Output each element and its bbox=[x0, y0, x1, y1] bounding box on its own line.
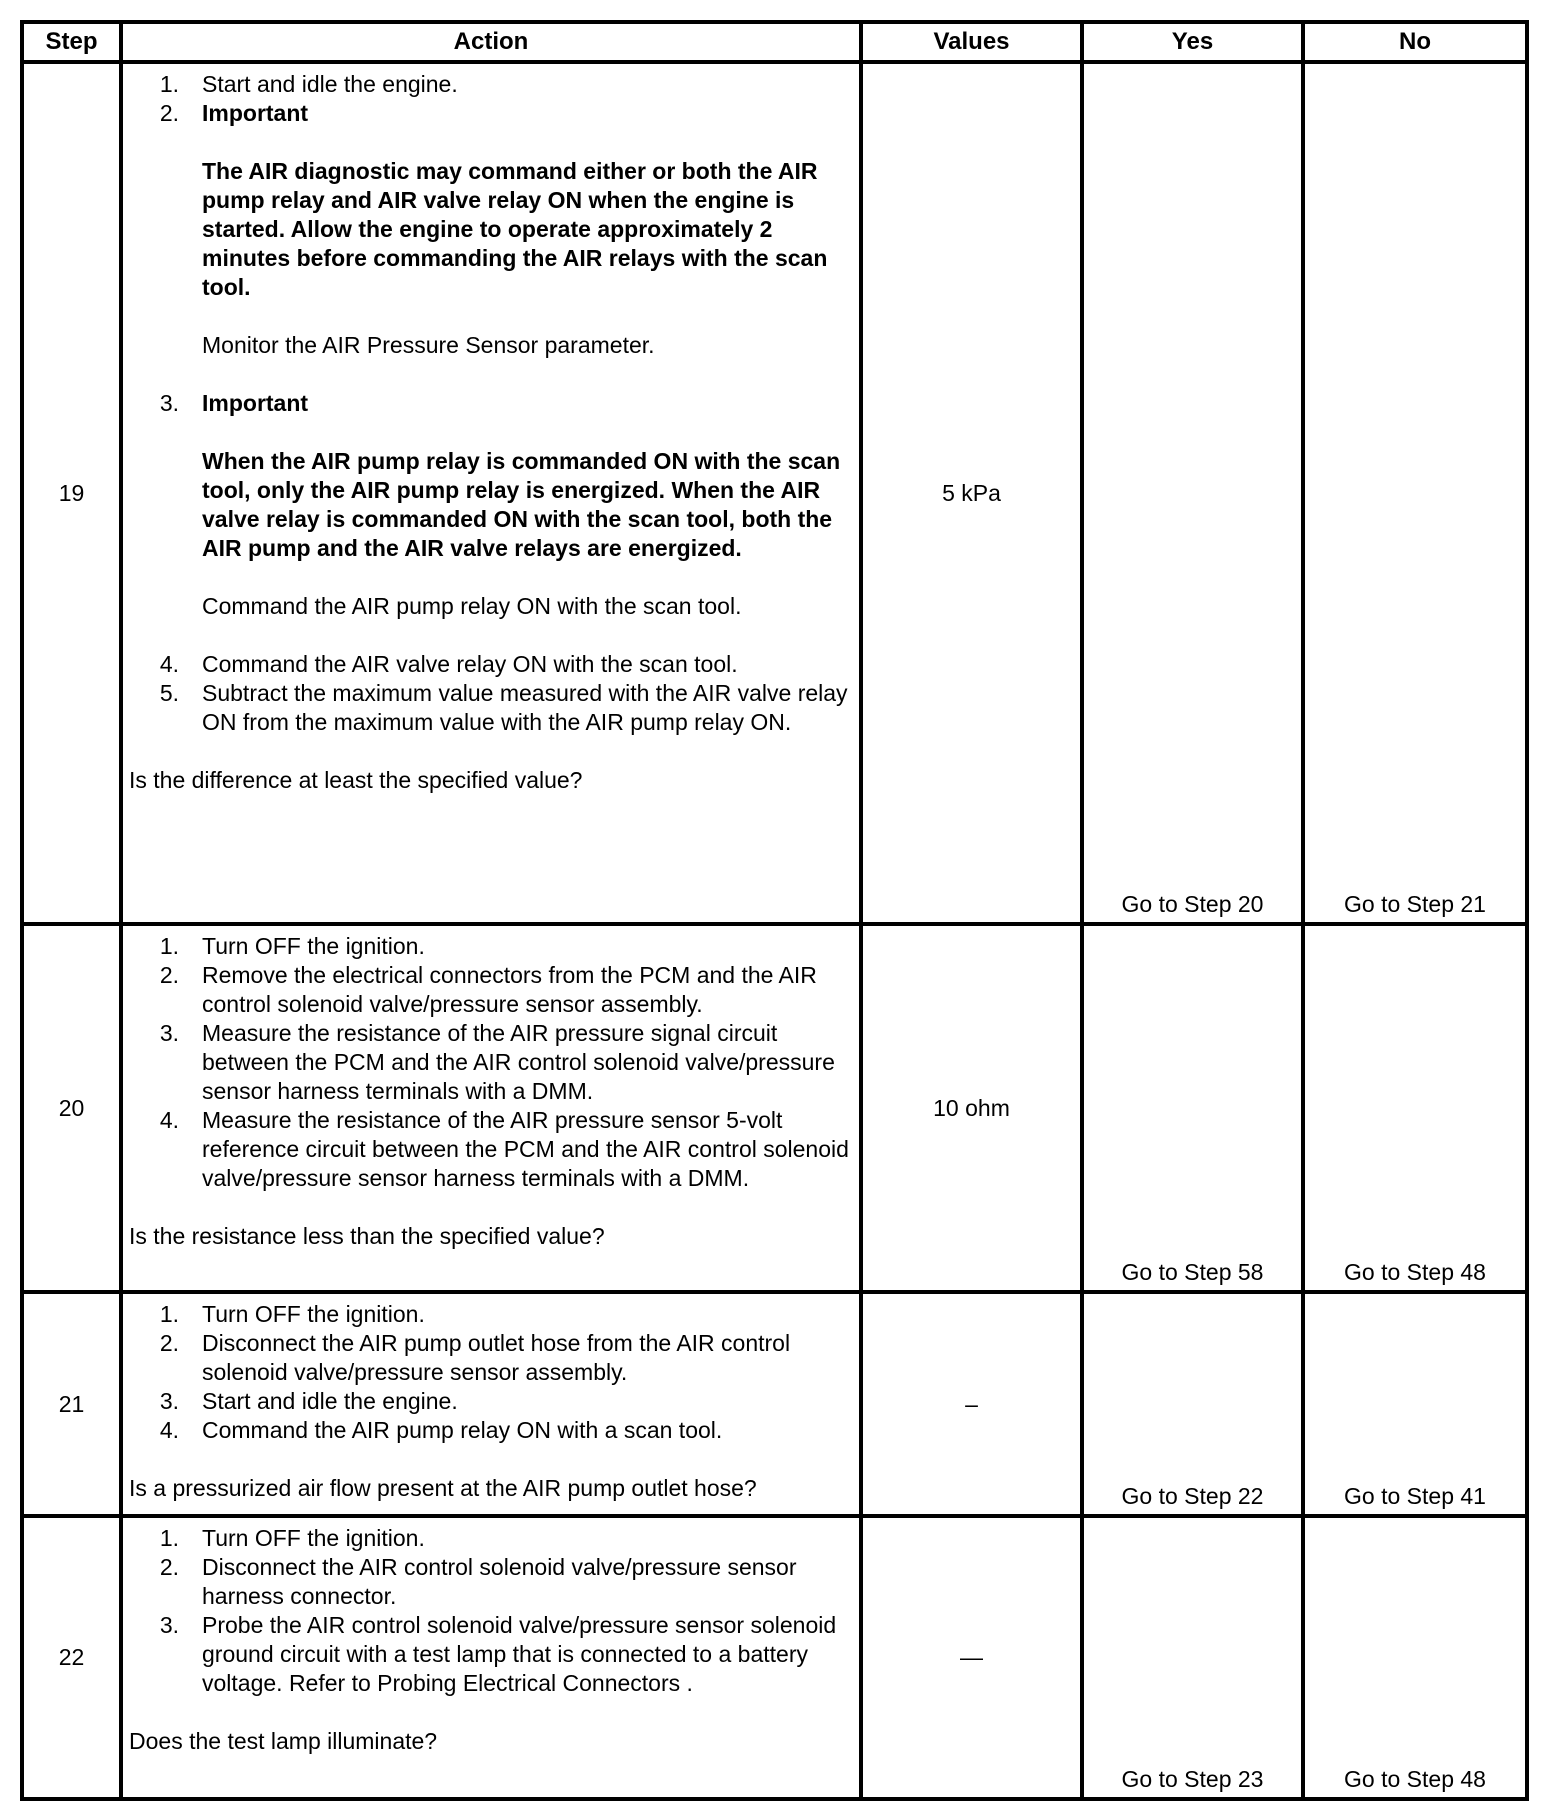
list-item bbox=[129, 70, 855, 99]
item-number: 1. bbox=[159, 71, 179, 97]
question-text: Is a pressurized air flow present at the AIR pump outlet hose? bbox=[129, 1475, 757, 1501]
list-item bbox=[129, 1611, 855, 1698]
important-heading: Important bbox=[202, 390, 309, 416]
header-action: Action bbox=[121, 22, 861, 62]
header-values: Values bbox=[861, 22, 1082, 62]
table-row bbox=[22, 1292, 1527, 1516]
value-cell: — bbox=[861, 1516, 1082, 1799]
item-text: Start and idle the engine. bbox=[202, 1388, 458, 1414]
action-cell bbox=[121, 62, 861, 924]
item-text: Turn OFF the ignition. bbox=[202, 933, 425, 959]
header-row bbox=[22, 22, 1527, 62]
item-text: Disconnect the AIR control solenoid valve/pressure sensor harness connector. bbox=[202, 1554, 797, 1609]
yes-result: Go to Step 20 bbox=[1082, 62, 1303, 924]
item-number: 2. bbox=[159, 962, 179, 988]
item-text: Command the AIR pump relay ON with a scan tool. bbox=[202, 1417, 723, 1443]
question-text: Does the test lamp illuminate? bbox=[129, 1728, 438, 1754]
no-result: Go to Step 21 bbox=[1303, 62, 1527, 924]
list-item bbox=[129, 679, 855, 737]
table-row bbox=[22, 62, 1527, 924]
important-heading: Important bbox=[202, 100, 309, 126]
header-yes: Yes bbox=[1082, 22, 1303, 62]
item-number: 4. bbox=[159, 651, 179, 677]
item-text: Remove the electrical connectors from the PCM and the AIR control solenoid valve/pressure sensor assembly. bbox=[202, 962, 817, 1017]
yes-result: Go to Step 22 bbox=[1082, 1292, 1303, 1516]
header-step: Step bbox=[22, 22, 121, 62]
action-cell bbox=[121, 1292, 861, 1516]
list-item bbox=[129, 932, 855, 961]
question-text: Is the difference at least the specified value? bbox=[129, 767, 583, 793]
item-number: 3. bbox=[159, 1388, 179, 1414]
list-item bbox=[129, 1524, 855, 1553]
list-item bbox=[129, 1329, 855, 1387]
yes-result: Go to Step 23 bbox=[1082, 1516, 1303, 1799]
step-number: 20 bbox=[22, 924, 121, 1292]
item-text: Monitor the AIR Pressure Sensor parameter. bbox=[202, 332, 655, 358]
table-row bbox=[22, 1516, 1527, 1799]
yes-result: Go to Step 58 bbox=[1082, 924, 1303, 1292]
item-number: 3. bbox=[159, 390, 179, 416]
item-number: 5. bbox=[159, 680, 179, 706]
no-result: Go to Step 48 bbox=[1303, 1516, 1527, 1799]
item-number: 2. bbox=[159, 100, 179, 126]
item-number: 2. bbox=[159, 1330, 179, 1356]
important-note: When the AIR pump relay is commanded ON with the scan tool, only the AIR pump relay is energized. When the AIR valve relay is commanded ON with the scan tool, both the AIR pump and the AIR valve relays are energized. bbox=[202, 448, 841, 561]
list-item bbox=[129, 961, 855, 1019]
item-text: Disconnect the AIR pump outlet hose from the AIR control solenoid valve/pressure sensor assembly. bbox=[202, 1330, 791, 1385]
list-item bbox=[129, 1553, 855, 1611]
important-note: The AIR diagnostic may command either or both the AIR pump relay and AIR valve relay ON when the engine is started. Allow the engine to operate approximately 2 minutes before commanding the AIR relays with the scan tool. bbox=[202, 158, 828, 300]
item-number: 4. bbox=[159, 1107, 179, 1133]
item-text: Measure the resistance of the AIR pressure sensor 5-volt reference circuit between the PCM and the AIR control solenoid valve/pressure sensor harness terminals with a DMM. bbox=[202, 1107, 849, 1191]
question-text: Is the resistance less than the specified value? bbox=[129, 1223, 605, 1249]
item-number: 2. bbox=[159, 1554, 179, 1580]
item-number: 1. bbox=[159, 933, 179, 959]
list-item bbox=[129, 99, 855, 128]
list-item bbox=[129, 1416, 855, 1445]
list-item bbox=[129, 1019, 855, 1106]
value-cell: 5 kPa bbox=[861, 62, 1082, 924]
no-result: Go to Step 41 bbox=[1303, 1292, 1527, 1516]
step-number: 19 bbox=[22, 62, 121, 924]
step-number: 22 bbox=[22, 1516, 121, 1799]
no-result: Go to Step 48 bbox=[1303, 924, 1527, 1292]
item-number: 3. bbox=[159, 1612, 179, 1638]
list-item bbox=[129, 1387, 855, 1416]
item-text: Measure the resistance of the AIR pressure signal circuit between the PCM and the AIR control solenoid valve/pressure sensor harness terminals with a DMM. bbox=[202, 1020, 835, 1104]
item-number: 4. bbox=[159, 1417, 179, 1443]
list-item bbox=[129, 1300, 855, 1329]
item-text: Start and idle the engine. bbox=[202, 71, 458, 97]
item-text: Turn OFF the ignition. bbox=[202, 1525, 425, 1551]
item-number: 1. bbox=[159, 1301, 179, 1327]
item-number: 1. bbox=[159, 1525, 179, 1551]
step-number: 21 bbox=[22, 1292, 121, 1516]
list-item bbox=[129, 1106, 855, 1193]
value-cell: – bbox=[861, 1292, 1082, 1516]
item-text: Turn OFF the ignition. bbox=[202, 1301, 425, 1327]
action-cell bbox=[121, 924, 861, 1292]
header-no: No bbox=[1303, 22, 1527, 62]
table-row bbox=[22, 924, 1527, 1292]
action-cell bbox=[121, 1516, 861, 1799]
diagnostic-table bbox=[20, 20, 1529, 1801]
item-text: Subtract the maximum value measured with the AIR valve relay ON from the maximum value with the AIR pump relay ON. bbox=[202, 680, 848, 735]
item-text: Command the AIR pump relay ON with the scan tool. bbox=[202, 593, 742, 619]
value-cell: 10 ohm bbox=[861, 924, 1082, 1292]
list-item bbox=[129, 389, 855, 418]
item-text: Command the AIR valve relay ON with the scan tool. bbox=[202, 651, 738, 677]
item-text: Probe the AIR control solenoid valve/pressure sensor solenoid ground circuit with a test lamp that is connected to a battery voltage. Refer to Probing Electrical Connectors . bbox=[202, 1612, 837, 1696]
item-number: 3. bbox=[159, 1020, 179, 1046]
list-item bbox=[129, 650, 855, 679]
